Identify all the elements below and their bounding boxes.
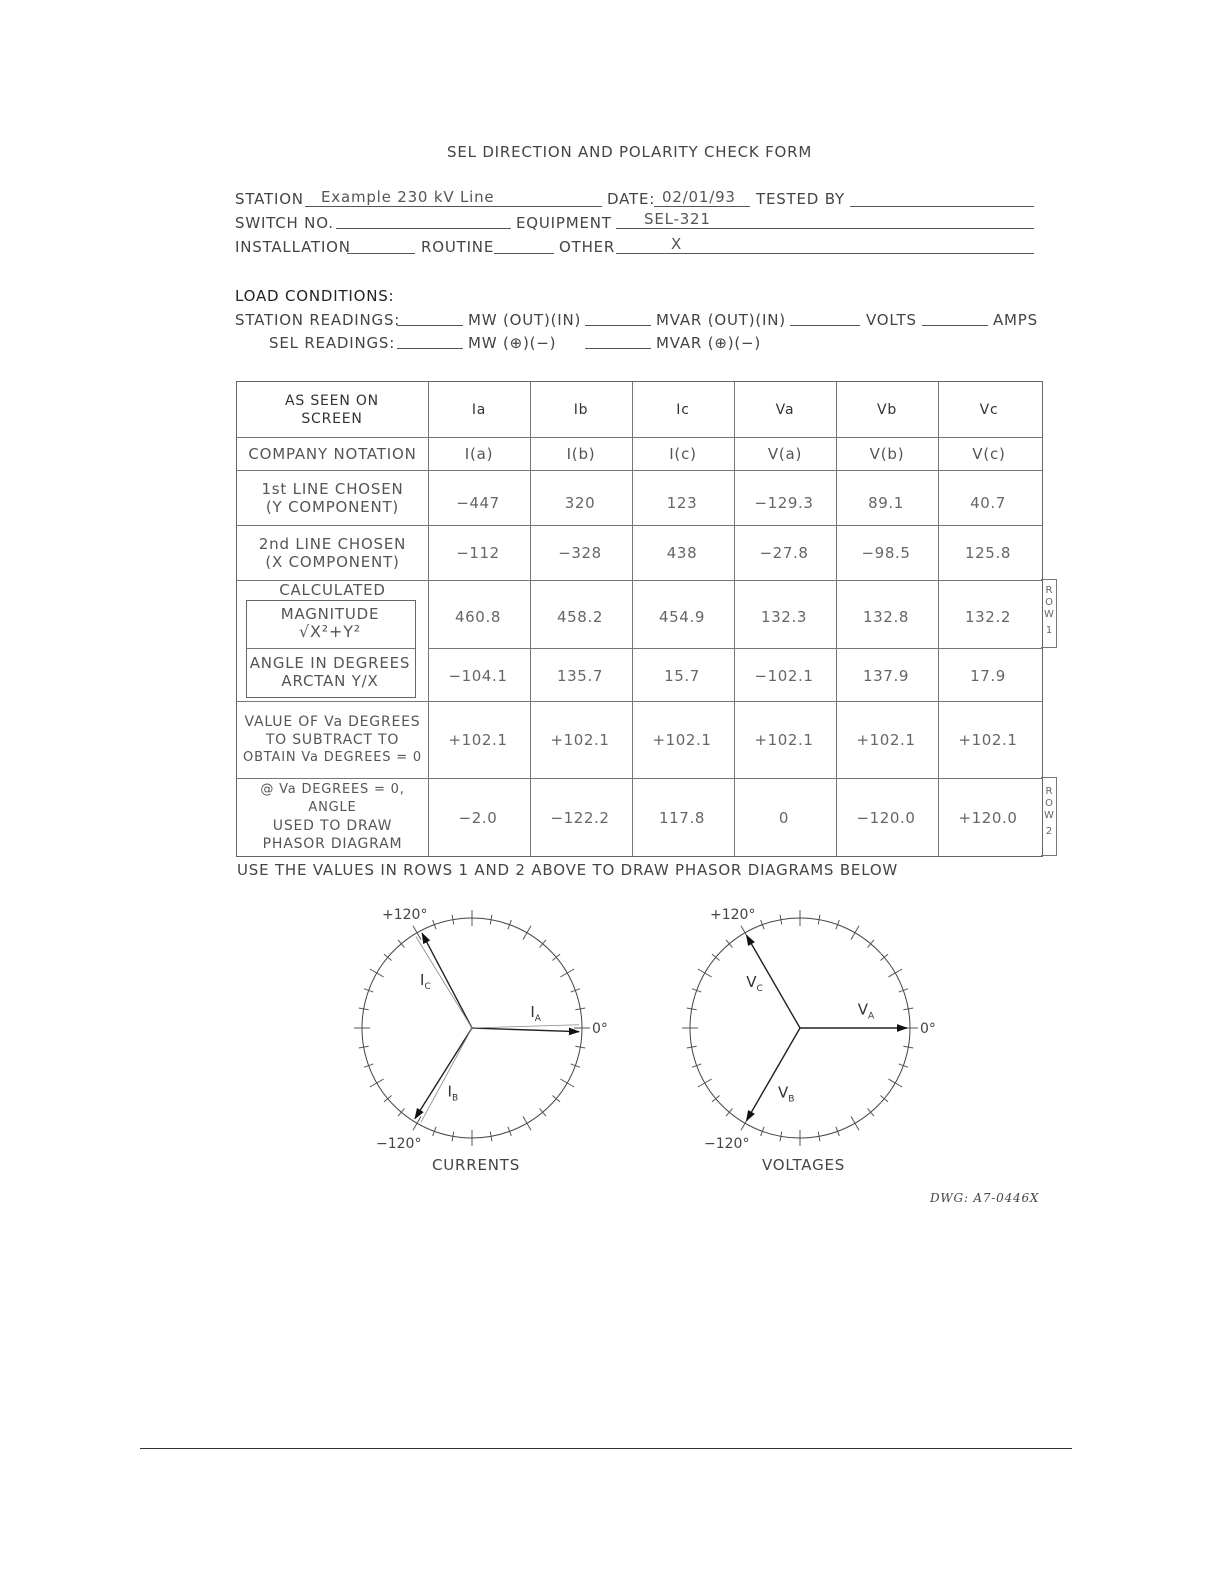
col-ia: Ia: [471, 401, 487, 418]
calculated-label: CALCULATED: [279, 581, 386, 599]
voltages-phasor-b: [747, 1028, 801, 1121]
subtract-label: [237, 701, 428, 778]
draw-label-b: USED TO DRAW: [272, 818, 393, 834]
line1-label-a: 1st LINE CHOSEN: [261, 479, 404, 498]
voltages-top-label: +120°: [710, 907, 756, 923]
voltages-tick: [880, 954, 888, 960]
company-cell: I(b): [566, 444, 596, 463]
amps-field[interactable]: [922, 309, 988, 326]
subtract-value: +102.1: [754, 731, 814, 749]
tested-by-label: TESTED BY: [756, 190, 845, 208]
currents-tick: [384, 954, 392, 960]
currents-tick: [560, 969, 574, 977]
tested-by-field[interactable]: [850, 190, 1034, 207]
currents-phasor-label: $I_A$: [530, 1002, 541, 1024]
company-cell: I(a): [464, 444, 494, 463]
magnitude-formula: √X²+Y²: [299, 622, 361, 641]
load-heading: LOAD CONDITIONS:: [235, 287, 395, 305]
subtract-value: +102.1: [652, 731, 712, 749]
voltages-tick: [867, 940, 873, 948]
line1-value: −129.3: [754, 494, 814, 512]
volts-label: VOLTS: [866, 311, 917, 329]
line2-value: −27.8: [759, 544, 809, 562]
drawing-number: DWG: A7-0446X: [930, 1191, 1040, 1205]
subtract-value: +102.1: [448, 731, 508, 749]
voltages-tick: [880, 1095, 888, 1101]
currents-tick: [560, 1079, 574, 1087]
line2-value: −112: [456, 544, 500, 562]
magnitude-value: 458.2: [557, 608, 603, 626]
angle-label-b: ARCTAN Y/X: [281, 672, 379, 690]
voltages-diagram: [682, 907, 936, 1152]
col-vc: Vc: [979, 401, 999, 418]
currents-phasor-b: [415, 1028, 472, 1119]
angle-value: −102.1: [754, 667, 814, 685]
voltages-tick: [712, 954, 720, 960]
voltages-tick: [698, 1079, 712, 1087]
voltages-tick: [698, 969, 712, 977]
row2-marker: R O W 2: [1044, 786, 1054, 837]
line2-label-b: (X COMPONENT): [265, 552, 400, 571]
currents-tick: [523, 926, 531, 940]
angle-label-a: ANGLE IN DEGREES: [249, 654, 411, 672]
angle-value: 17.9: [970, 667, 1006, 685]
currents-phasor-label: $I_B$: [447, 1082, 459, 1104]
switch-label: SWITCH NO.: [235, 214, 334, 232]
sel-readings-label: SEL READINGS:: [269, 334, 396, 352]
company-cell: V(c): [972, 444, 1006, 463]
magnitude-label: [246, 600, 414, 646]
voltages-phasor-label: $V_C$: [746, 972, 763, 994]
company-cell: V(a): [767, 444, 803, 463]
magnitude-value: 132.8: [863, 608, 909, 626]
voltages-phasor-label: $V_B$: [777, 1083, 795, 1105]
company-label: COMPANY NOTATION: [248, 444, 417, 463]
currents-tick: [370, 969, 384, 977]
voltages-tick: [712, 1095, 720, 1101]
subtract-value: +102.1: [856, 731, 916, 749]
currents-zero-label: 0°: [592, 1021, 608, 1037]
installation-field[interactable]: [347, 237, 415, 254]
currents-phasor-guide: [421, 1028, 472, 1122]
col-ic: Ic: [676, 401, 690, 418]
angle-value: −104.1: [448, 667, 508, 685]
line2-value: −98.5: [861, 544, 911, 562]
currents-phasor-a: [472, 1028, 579, 1032]
routine-label: ROUTINE: [421, 238, 495, 256]
draw-value: +120.0: [958, 809, 1018, 827]
currents-tick: [370, 1079, 384, 1087]
line1-label-b: (Y COMPONENT): [265, 497, 400, 516]
volts-field[interactable]: [790, 309, 860, 326]
other-label: OTHER: [559, 238, 616, 256]
sel-mvar-label: MVAR (⊕)(−): [656, 334, 762, 352]
station-mw-label: MW (OUT)(IN): [468, 311, 582, 329]
station-label: STATION: [235, 190, 304, 208]
draw-value: −2.0: [458, 809, 498, 827]
switch-field[interactable]: [336, 212, 511, 229]
subtract-label-c: OBTAIN Va DEGREES = 0: [243, 749, 422, 765]
subtract-value: +102.1: [550, 731, 610, 749]
subtract-label-a: VALUE OF Va DEGREES: [244, 713, 421, 730]
line2-value: 438: [666, 544, 698, 562]
station-mvar-label: MVAR (OUT)(IN): [656, 311, 786, 329]
angle-value: 15.7: [664, 667, 700, 685]
currents-caption: CURRENTS: [432, 1156, 521, 1174]
magnitude-value: 132.2: [965, 608, 1011, 626]
col-va: Va: [775, 401, 795, 418]
subtract-label-b: TO SUBTRACT TO: [265, 731, 400, 748]
voltages-bottom-label: −120°: [704, 1136, 750, 1152]
currents-phasor-guide: [472, 1025, 579, 1028]
draw-value: −122.2: [550, 809, 610, 827]
magnitude-value: 460.8: [455, 608, 501, 626]
line1-value: −447: [456, 494, 500, 512]
voltages-tick: [726, 940, 732, 948]
currents-tick: [398, 940, 404, 948]
currents-tick: [413, 1116, 421, 1130]
sel-mw-label: MW (⊕)(−): [468, 334, 557, 352]
equipment-label: EQUIPMENT: [516, 214, 612, 232]
station-field[interactable]: [305, 190, 602, 207]
line2-label-a: 2nd LINE CHOSEN: [258, 534, 407, 553]
draw-value: −120.0: [856, 809, 916, 827]
magnitude-value: 454.9: [659, 608, 705, 626]
routine-field[interactable]: [494, 237, 554, 254]
company-cell: V(b): [869, 444, 905, 463]
draw-label-a: @ Va DEGREES = 0, ANGLE: [260, 782, 405, 815]
angle-value: 137.9: [863, 667, 909, 685]
station-mw-field[interactable]: [397, 309, 463, 326]
magnitude-title: MAGNITUDE: [280, 605, 380, 623]
voltages-tick: [888, 969, 902, 977]
subtract-value: +102.1: [958, 731, 1018, 749]
voltages-tick: [851, 926, 859, 940]
date-label: DATE:: [607, 190, 656, 208]
currents-tick: [539, 940, 545, 948]
currents-tick: [398, 1108, 404, 1116]
polarity-table: [236, 381, 1043, 857]
currents-bottom-label: −120°: [376, 1136, 422, 1152]
company-cell: I(c): [669, 444, 697, 463]
station-value: Example 230 kV Line: [321, 188, 495, 206]
currents-diagram: [354, 907, 608, 1152]
installation-label: INSTALLATION: [235, 238, 351, 256]
line1-value: 40.7: [970, 494, 1006, 512]
line2-label: [237, 525, 428, 580]
station-readings-label: STATION READINGS:: [235, 311, 401, 329]
voltages-tick: [867, 1108, 873, 1116]
currents-tick: [384, 1095, 392, 1101]
date-value: 02/01/93: [662, 188, 736, 206]
line1-value: 123: [666, 494, 698, 512]
currents-phasor-c: [422, 933, 472, 1028]
sel-mvar-field[interactable]: [585, 332, 651, 349]
magnitude-value: 132.3: [761, 608, 807, 626]
draw-label-c: PHASOR DIAGRAM: [262, 836, 403, 852]
draw-label: [237, 778, 428, 856]
header-as-seen: AS SEEN ON SCREEN: [285, 392, 379, 427]
voltages-caption: VOLTAGES: [762, 1156, 846, 1174]
voltages-zero-label: 0°: [920, 1021, 936, 1037]
line1-label: [237, 470, 428, 525]
currents-tick: [413, 926, 421, 940]
currents-tick: [523, 1116, 531, 1130]
voltages-phasor-label: $V_A$: [857, 1000, 875, 1022]
angle-label: [246, 648, 414, 696]
other-field[interactable]: [616, 237, 1034, 254]
col-ib: Ib: [573, 401, 589, 418]
form-title: SEL DIRECTION AND POLARITY CHECK FORM: [447, 143, 813, 161]
date-field[interactable]: [654, 190, 750, 207]
other-value: X: [671, 235, 683, 253]
instruction-text: USE THE VALUES IN ROWS 1 AND 2 ABOVE TO DRAW PHASOR DIAGRAMS BELOW: [237, 861, 899, 879]
currents-tick: [552, 1095, 560, 1101]
sel-mw-field[interactable]: [397, 332, 463, 349]
voltages-tick: [726, 1108, 732, 1116]
currents-tick: [552, 954, 560, 960]
row1-marker: R O W 1: [1044, 585, 1054, 636]
draw-value: 0: [778, 809, 790, 827]
phasor-diagrams: [0, 890, 1224, 1190]
currents-tick: [539, 1108, 545, 1116]
line2-value: 125.8: [965, 544, 1011, 562]
line1-value: 89.1: [868, 494, 904, 512]
currents-phasor-label: $I_C$: [420, 971, 431, 993]
amps-label: AMPS: [993, 311, 1038, 329]
col-vb: Vb: [876, 401, 898, 418]
station-mvar-field[interactable]: [585, 309, 651, 326]
voltages-tick: [888, 1079, 902, 1087]
line2-value: −328: [558, 544, 602, 562]
draw-value: 117.8: [659, 809, 705, 827]
equipment-field[interactable]: [616, 212, 1034, 229]
currents-top-label: +120°: [382, 907, 428, 923]
angle-value: 135.7: [557, 667, 603, 685]
voltages-tick: [851, 1116, 859, 1130]
line1-value: 320: [564, 494, 596, 512]
equipment-value: SEL-321: [644, 210, 711, 228]
page-footer-rule: [140, 1448, 1072, 1449]
